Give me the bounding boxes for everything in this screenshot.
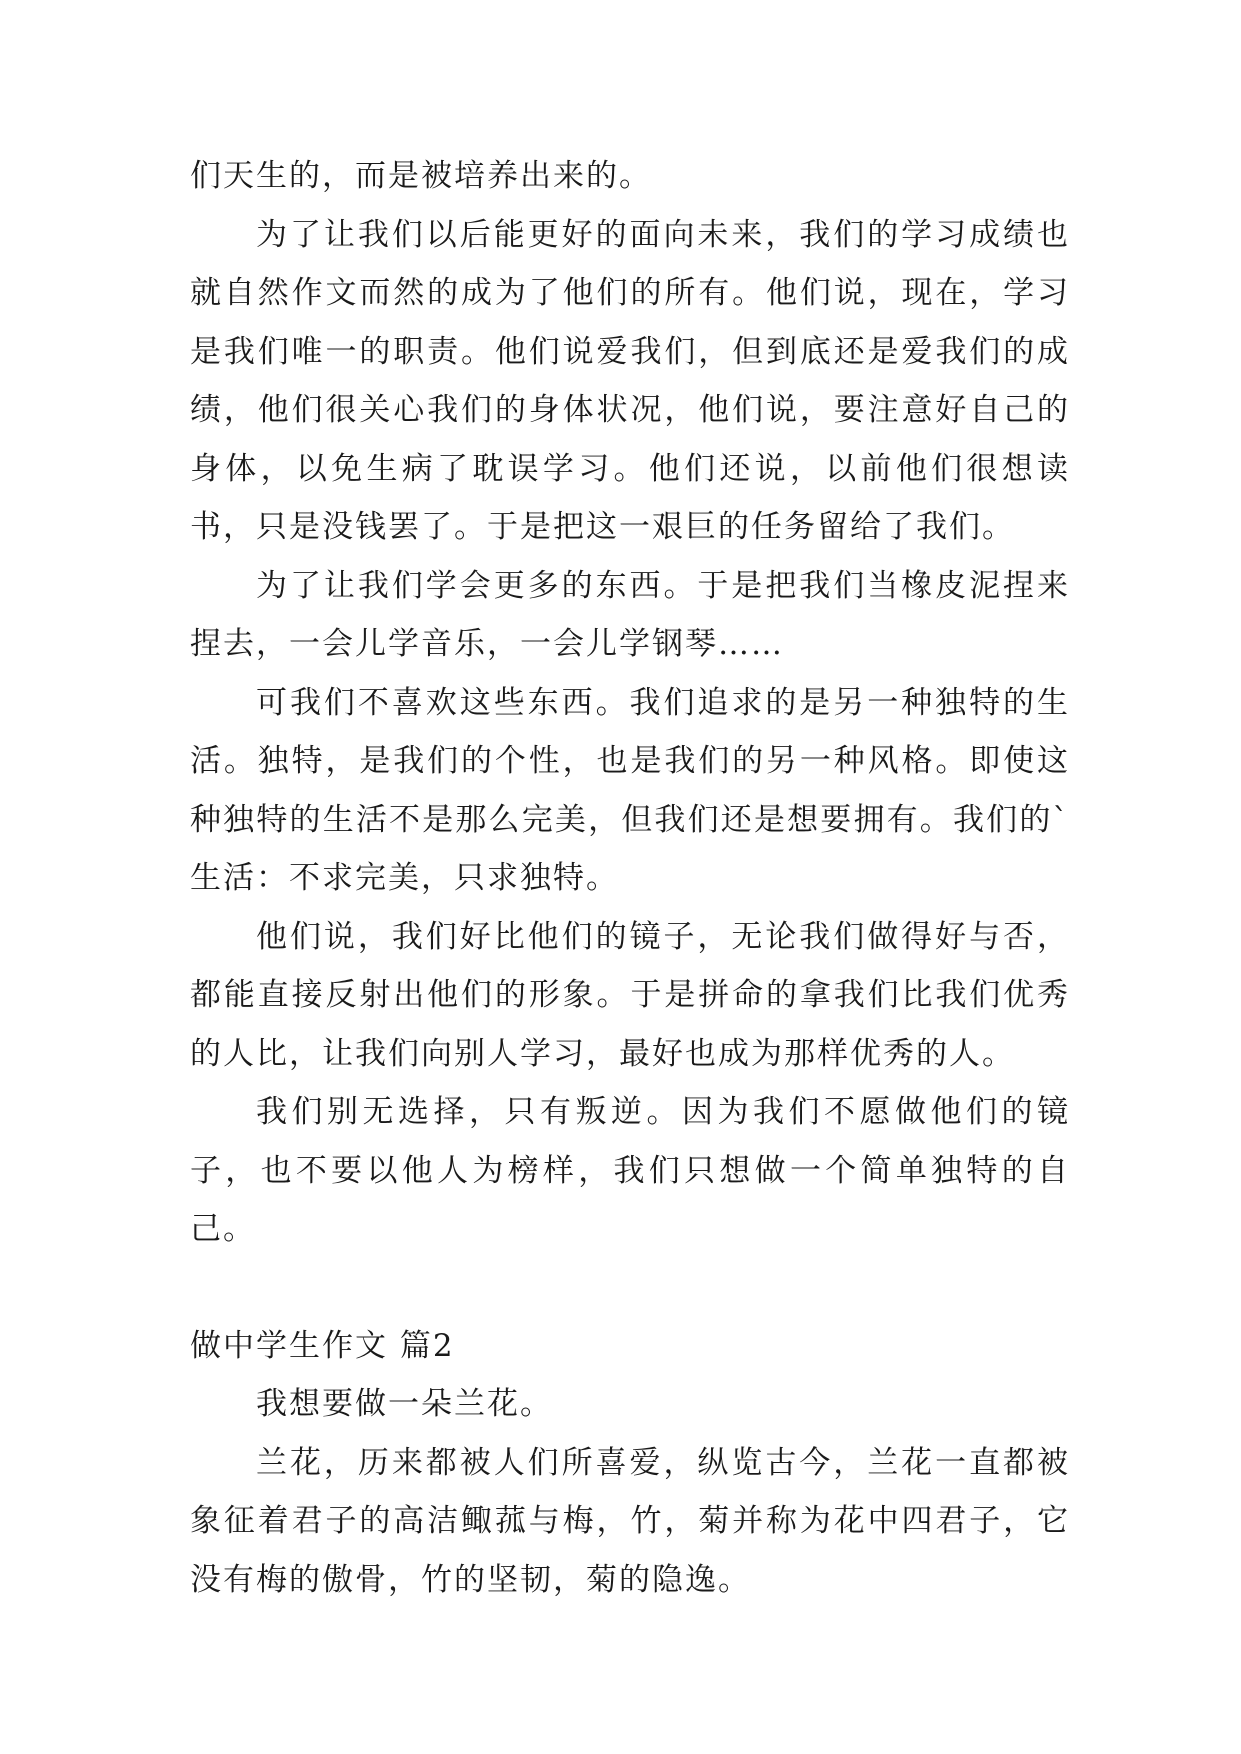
paragraph: 我们别无选择，只有叛逆。因为我们不愿做他们的镜子，也不要以他人为榜样，我们只想做一个简单独特的自己。: [190, 1094, 1070, 1247]
section-heading: 做中学生作文 篇2: [190, 1327, 455, 1364]
paragraph: 们天生的，而是被培养出来的。: [190, 158, 652, 194]
paragraph: 为了让我们学会更多的东西。于是把我们当橡皮泥捏来捏去，一会儿学音乐，一会儿学钢琴……: [190, 567, 1070, 662]
paragraph: 可我们不喜欢这些东西。我们追求的是另一种独特的生活。独特，是我们的个性，也是我们的另一种风格。即使这种独特的生活不是那么完美，但我们还是想要拥有。我们的`生活：不求完美，只求独特。: [190, 684, 1070, 896]
paragraph: 他们说，我们好比他们的镜子，无论我们做得好与否，都能直接反射出他们的形象。于是拼命的拿我们比我们优秀的人比，让我们向别人学习，最好也成为那样优秀的人。: [190, 918, 1070, 1072]
paragraph: 为了让我们以后能更好的面向未来，我们的学习成绩也就自然作文而然的成为了他们的所有。他们说，现在，学习是我们唯一的职责。他们说爱我们，但到底还是爱我们的成绩，他们很关心我们的身体状况，他们说，要注意好自己的身体，以免生病了耽误学习。他们还说，以前他们很想读书，只是没钱罢了。于是把这一艰巨的任务留给了我们。: [190, 216, 1070, 545]
document-body: [190, 147, 1070, 1609]
section-spacer: [190, 1259, 1070, 1317]
paragraph: 兰花，历来都被人们所喜爱，纵览古今，兰花一直都被象征着君子的高洁鲰菰与梅，竹，菊并称为花中四君子，它没有梅的傲骨，竹的坚韧，菊的隐逸。: [190, 1444, 1070, 1598]
paragraph: 我想要做一朵兰花。: [256, 1386, 553, 1422]
